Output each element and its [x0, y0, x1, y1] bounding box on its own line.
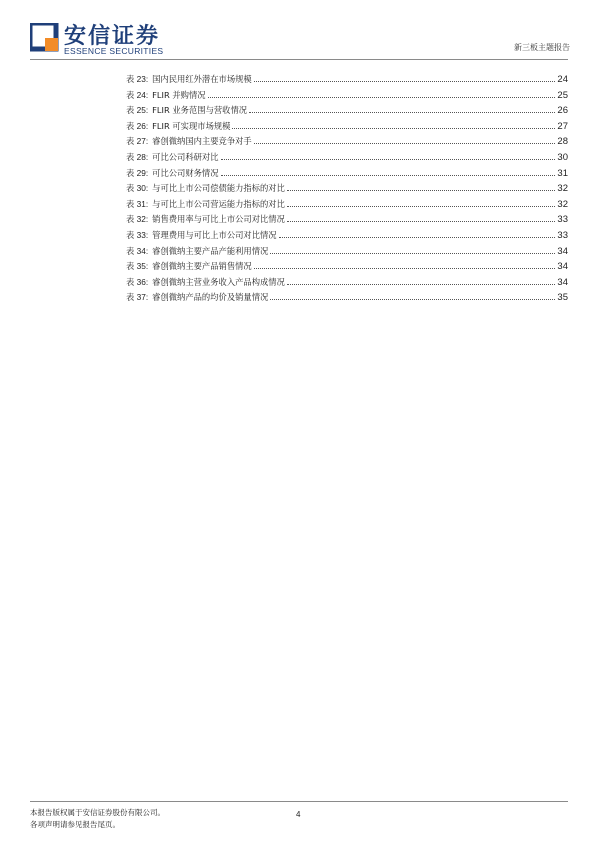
toc-entry-title: 睿创微纳主营业务收入产品构成情况: [152, 276, 285, 287]
toc-entry[interactable]: [126, 260, 568, 276]
toc-entry[interactable]: [126, 213, 568, 229]
toc-entry-number: 表 28:: [126, 151, 149, 162]
toc-entry-title: FLIR 并购情况: [152, 89, 206, 100]
toc-entry-number: 表 23:: [126, 74, 149, 84]
toc-entry-title: 睿创微纳国内主要竞争对手: [152, 136, 252, 147]
toc-entry-page: 34: [557, 245, 568, 257]
company-logo: [30, 17, 170, 57]
toc-entry-title: 可比公司科研对比: [152, 151, 219, 162]
toc-entry[interactable]: [126, 120, 568, 136]
toc-entry-page: 35: [557, 292, 568, 304]
toc-entry-page: 24: [557, 74, 568, 85]
footer-disclaimer: [30, 807, 165, 831]
toc-entry-page: 32: [557, 183, 568, 195]
toc-entry-page: 34: [557, 276, 568, 288]
disclaimer-notice: 各项声明请参见报告尾页。: [30, 820, 120, 829]
toc-entry-title: 与可比上市公司营运能力指标的对比: [152, 198, 285, 209]
toc-entry[interactable]: [126, 73, 568, 89]
toc-dot-leader: [254, 142, 556, 144]
toc-dot-leader: [249, 111, 555, 113]
toc-entry-number: 表 24:: [126, 89, 149, 100]
toc-entry-title: FLIR 业务范围与营收情况: [152, 105, 248, 116]
toc-entry-page: 31: [557, 167, 568, 179]
toc-entry-number: 表 30:: [126, 183, 149, 194]
toc-entry[interactable]: [126, 229, 568, 245]
essence-logo-icon: [30, 23, 60, 53]
toc-entry-title: 管理费用与可比上市公司对比情况: [152, 229, 277, 240]
toc-entry-page: 33: [557, 229, 568, 241]
toc-dot-leader: [232, 127, 555, 129]
toc-entry-number: 表 31:: [126, 198, 149, 209]
toc-dot-leader: [254, 80, 556, 82]
toc-entry[interactable]: [126, 276, 568, 292]
table-of-tables: [126, 73, 568, 307]
toc-dot-leader: [270, 252, 555, 254]
report-type-label: 新三板主题报告: [514, 43, 570, 52]
toc-entry[interactable]: [126, 89, 568, 105]
page-number: 4: [296, 810, 301, 819]
toc-dot-leader: [270, 298, 555, 300]
toc-entry[interactable]: [126, 135, 568, 151]
toc-entry-title: 睿创微纳产品的均价及销量情况: [152, 292, 269, 303]
toc-entry[interactable]: [126, 291, 568, 307]
toc-dot-leader: [287, 205, 556, 207]
toc-dot-leader: [221, 174, 556, 176]
toc-entry-number: 表 27:: [126, 136, 149, 147]
toc-entry[interactable]: [126, 104, 568, 120]
toc-entry[interactable]: [126, 245, 568, 261]
toc-dot-leader: [221, 158, 556, 160]
toc-entry-number: 表 35:: [126, 261, 149, 272]
toc-entry[interactable]: [126, 151, 568, 167]
toc-entry-number: 表 37:: [126, 292, 149, 303]
footer-divider: [30, 801, 568, 802]
toc-dot-leader: [279, 236, 556, 238]
toc-entry-number: 表 34:: [126, 245, 149, 256]
toc-entry-number: 表 25:: [126, 105, 149, 116]
toc-entry-page: 28: [557, 136, 568, 148]
toc-entry-number: 表 33:: [126, 229, 149, 240]
toc-entry-title: 与可比上市公司偿债能力指标的对比: [152, 183, 285, 194]
toc-entry-title: 可比公司财务情况: [152, 167, 219, 178]
toc-dot-leader: [287, 220, 556, 222]
toc-entry-page: 34: [557, 261, 568, 273]
toc-entry-page: 27: [557, 120, 568, 132]
toc-entry-number: 表 29:: [126, 167, 149, 178]
toc-entry-page: 33: [557, 214, 568, 226]
toc-dot-leader: [254, 267, 556, 269]
toc-entry-page: 25: [557, 89, 568, 101]
toc-entry-page: 30: [557, 151, 568, 163]
toc-entry-title: 睿创微纳主要产品销售情况: [152, 261, 252, 272]
copyright-notice: 本报告版权属于安信证券股份有限公司。: [30, 808, 165, 817]
page-header: [0, 0, 600, 64]
toc-dot-leader: [287, 189, 556, 191]
header-divider: [30, 59, 568, 60]
toc-entry[interactable]: [126, 182, 568, 198]
toc-entry-number: 表 26:: [126, 120, 149, 131]
logo-english-text: ESSENCE SECURITIES: [64, 46, 164, 56]
toc-dot-leader: [287, 283, 556, 285]
toc-entry-number: 表 32:: [126, 214, 149, 225]
toc-entry-title: 销售费用率与可比上市公司对比情况: [152, 214, 285, 225]
toc-entry[interactable]: [126, 167, 568, 183]
toc-dot-leader: [208, 96, 556, 98]
toc-entry[interactable]: [126, 198, 568, 214]
toc-entry-number: 表 36:: [126, 276, 149, 287]
logo-chinese-text: 安信证券: [64, 24, 161, 49]
toc-entry-title: 睿创微纳主要产品产能利用情况: [152, 245, 269, 256]
toc-entry-title: 国内民用红外潜在市场规模: [152, 74, 252, 84]
toc-entry-page: 32: [557, 198, 568, 210]
toc-entry-title: FLIR 可实现市场规模: [152, 120, 231, 131]
toc-entry-page: 26: [557, 105, 568, 117]
